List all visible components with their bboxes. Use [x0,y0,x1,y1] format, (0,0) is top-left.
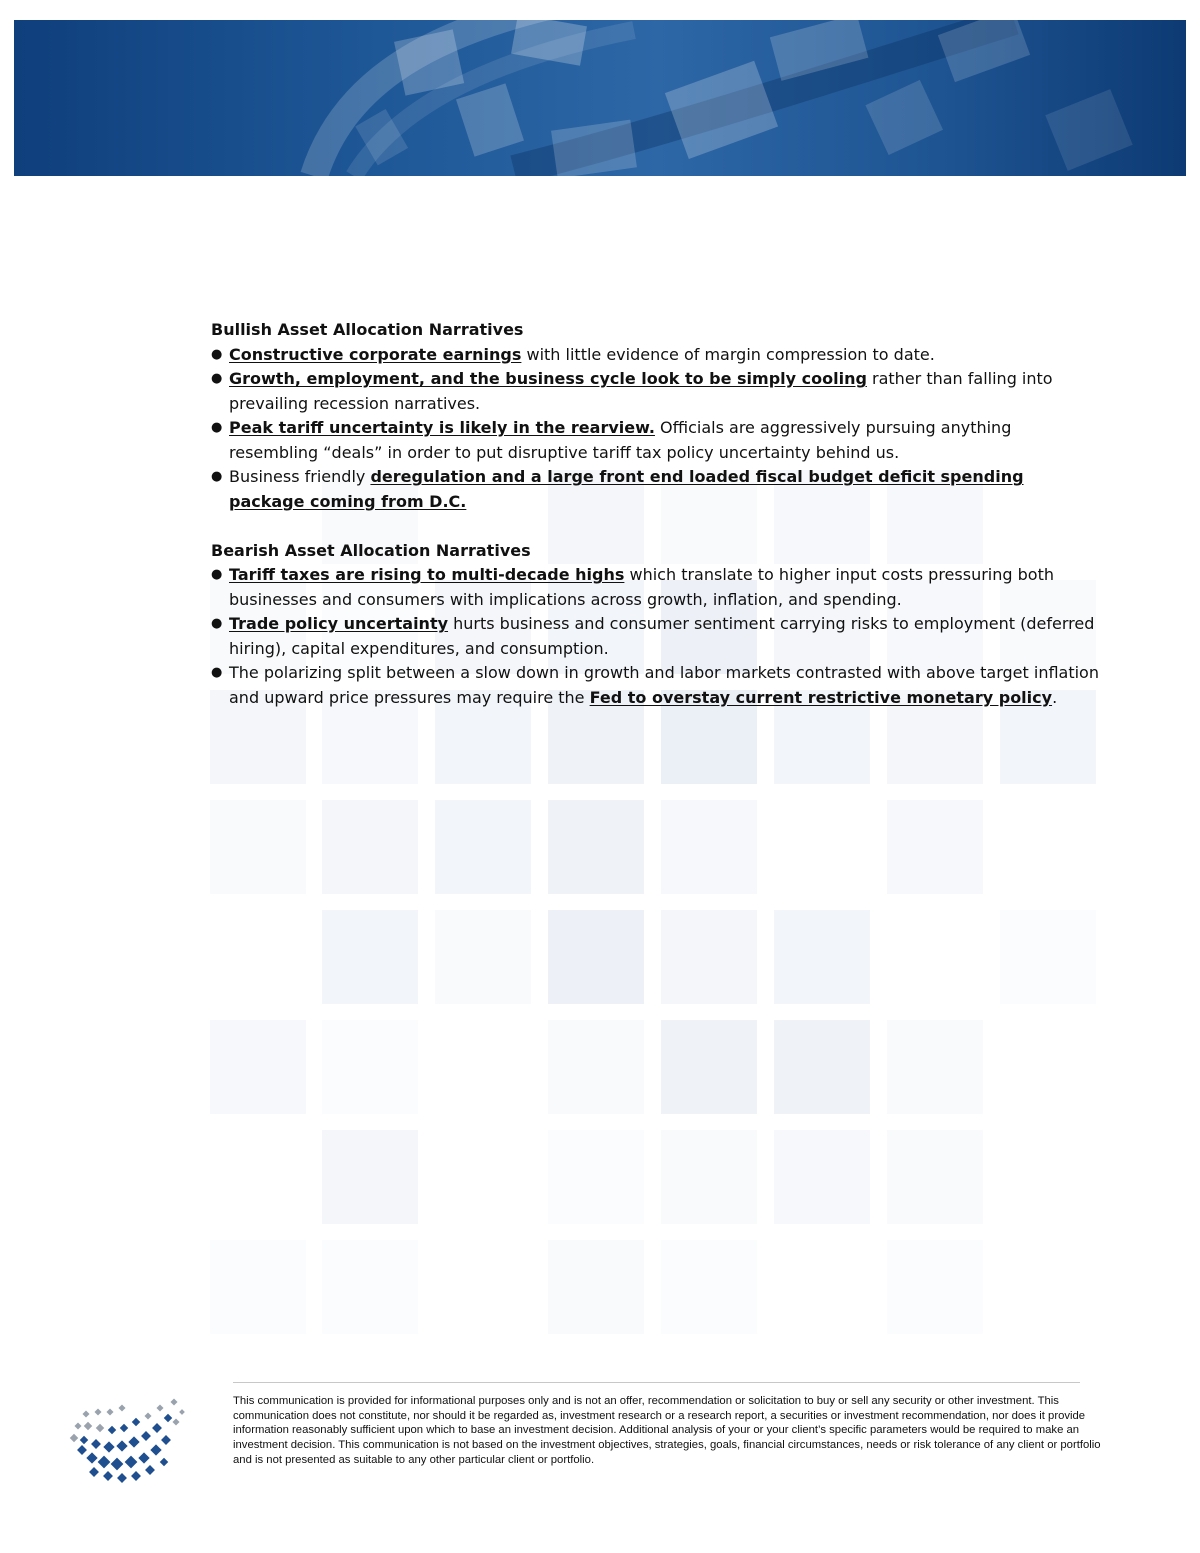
logo-square [118,1404,125,1411]
logo-square [94,1408,101,1415]
bullet-dot-icon: ● [211,469,223,484]
bullet-dot-icon: ● [211,346,223,362]
logo-square [132,1418,140,1426]
watermark-tile [548,1130,644,1224]
bullish-list [211,343,1101,515]
logo-square [111,1458,124,1471]
logo-square [128,1436,139,1447]
logo-square [170,1398,177,1405]
watermark-tile [774,1130,870,1224]
logo-square [145,1465,155,1475]
logo-square [125,1456,138,1469]
logo-square [108,1426,116,1434]
logo-square [161,1435,171,1445]
bearish-section [211,539,1101,711]
logo-square [131,1471,141,1481]
emphasis-text: Constructive corporate earnings [229,344,522,364]
watermark-tile [1000,910,1096,1004]
logo-square [141,1431,151,1441]
logo-square [96,1424,104,1432]
emphasis-text: deregulation and a large front end loaded fiscal budget deficit spending package coming from D.C. [229,467,1024,511]
logo-square [116,1440,127,1451]
logo-square [91,1439,101,1449]
watermark-tile [661,910,757,1004]
watermark-tile [435,800,531,894]
list-item [211,343,1101,368]
emphasis-text: Fed to overstay current restrictive monetary policy [589,687,1053,707]
bearish-list [211,563,1101,710]
watermark-tile [322,1130,418,1224]
logo-square [160,1458,168,1466]
watermark-tile [887,1240,983,1334]
watermark-tile [210,800,306,894]
watermark-tile [661,1240,757,1334]
watermark-tile [322,1240,418,1334]
watermark-tile [435,910,531,1004]
watermark-tile [322,1020,418,1114]
list-item [211,612,1101,661]
logo-square [77,1445,87,1455]
emphasis-text: Growth, employment, and the business cycle look to be simply cooling [229,369,867,388]
watermark-tile [548,1020,644,1114]
banner-art-icon [14,20,1186,176]
list-item [211,367,1101,416]
watermark-tile [322,800,418,894]
logo-square [89,1467,99,1477]
document-body [211,318,1101,710]
logo-square [117,1473,127,1483]
logo-square [70,1434,78,1442]
bearish-heading: Bearish Asset Allocation Narratives [211,540,531,560]
disclaimer-text: This communication is provided for informational purposes only and is not an offer, recommendation or solicitation to buy or sell any security or other investment. This communication does not constitute, nor should it be regarded as, investment research or a research report, a securities or investment recommendation, nor does it provide information reasonably sufficient upon which to base an investment decision. Additional analysis of your or your client’s specific parameters would be required to make an investment decision. This communication is not based on the investment objectives, strategies, goals, financial circumstances, needs or risk tolerance of any client or portfolio and is not presented as suitable to any other particular client or portfolio. [233,1395,1101,1466]
list-item [211,416,1101,465]
bullet-dot-icon: ● [211,616,223,631]
logo-square [74,1422,81,1429]
watermark-tile [774,910,870,1004]
watermark-tile [661,1020,757,1114]
watermark-tile [661,800,757,894]
item-text: The polarizing split between a slow down in growth and labor markets contrasted with above target inflation and upward price pressures may require the [229,663,1099,707]
watermark-tile [661,1130,757,1224]
section-spacer [211,514,1101,539]
item-text: which translate to higher input costs pressuring both businesses and consumers with implications across growth, inflation, and spending. [229,565,1054,609]
footer-divider [233,1382,1080,1383]
list-item [211,563,1101,612]
logo-square [152,1423,162,1433]
logo-square [156,1404,163,1411]
item-text: Business friendly [229,467,371,486]
item-text: Officials are aggressively pursuing anything resembling “deals” in order to put disruptive tariff tax policy uncertainty behind us. [229,418,1012,462]
logo-square [80,1436,88,1444]
logo-square [106,1408,113,1415]
logo-square [164,1414,172,1422]
item-text: hurts business and consumer sentiment carrying risks to employment (deferred hiring), capital expenditures, and consumption. [229,614,1095,658]
watermark-tile [774,1020,870,1114]
logo-square [84,1422,92,1430]
logo-square [103,1441,114,1452]
emphasis-text: Trade policy uncertainty [229,614,449,633]
bullish-heading: Bullish Asset Allocation Narratives [211,320,524,339]
logo-square [86,1452,97,1463]
emphasis-text: Peak tariff uncertainty is likely in the rearview. [229,418,655,437]
list-item [211,661,1101,710]
emphasis-text: Tariff taxes are rising to multi-decade highs [229,565,625,584]
logo-square [172,1418,179,1425]
logo-square [179,1409,185,1415]
header-banner [14,20,1186,176]
watermark-tile [548,1240,644,1334]
watermark-tile [548,910,644,1004]
logo-square [98,1456,111,1469]
logo-square [120,1424,128,1432]
item-text: . [1052,687,1058,707]
list-item [211,465,1101,514]
bullet-dot-icon: ● [211,420,223,435]
logo-square [150,1444,161,1455]
watermark-tile [887,800,983,894]
bullish-section [211,318,1101,514]
item-text: rather than falling into prevailing recession narratives. [229,369,1053,413]
watermark-tile [322,910,418,1004]
logo-square [144,1412,151,1419]
watermark-tile [548,800,644,894]
watermark-tile [210,1020,306,1114]
logo-square [138,1452,149,1463]
logo-square [82,1410,89,1417]
bullet-dot-icon: ● [211,665,223,680]
watermark-tile [887,1130,983,1224]
item-text: with little evidence of margin compression to date. [521,344,935,364]
watermark-tile [887,1020,983,1114]
bullet-dot-icon: ● [211,567,223,582]
watermark-tile [210,1240,306,1334]
bullet-dot-icon: ● [211,371,223,386]
logo-square [103,1471,113,1481]
globe-logo-icon [64,1392,190,1488]
